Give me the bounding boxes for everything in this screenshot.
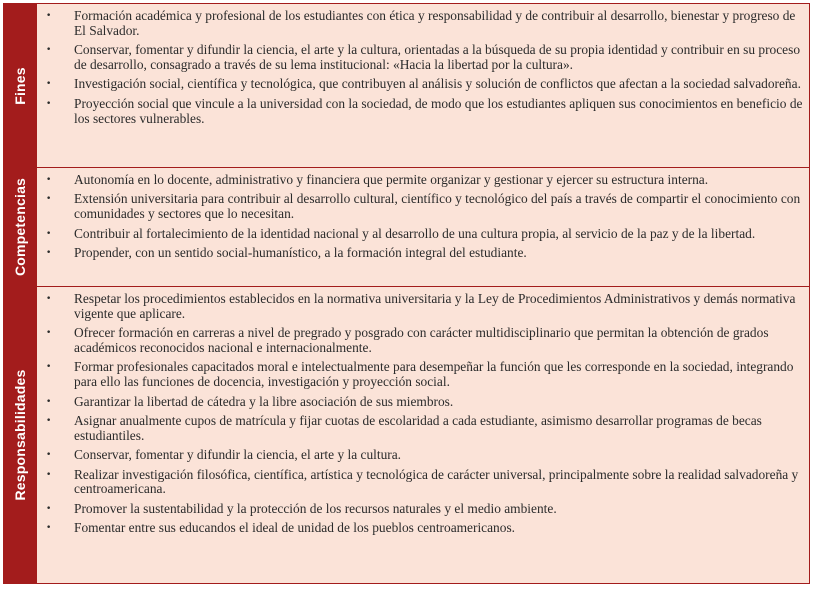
list-item xyxy=(37,448,803,463)
bullet-icon: • xyxy=(46,228,52,239)
item-text: Promover la sustentabilidad y la protección de los recursos naturales y el medio ambiente. xyxy=(74,500,557,516)
section-label-cell xyxy=(4,4,37,168)
bullet-icon: • xyxy=(46,328,52,339)
list-item xyxy=(37,326,803,356)
bullet-icon: • xyxy=(46,469,52,480)
list-item xyxy=(37,43,803,73)
bullet-icon: • xyxy=(46,194,52,205)
item-text: Formar profesionales capacitados moral e intelectualmente para desempeñar la función que les corresponde en la sociedad, integrando para ello las funciones de docencia, investigación y proyección social. xyxy=(74,359,794,390)
item-text: Realizar investigación filosófica, científica, artística y tecnológica de carácter universal, principalmente sobre la realidad salvadoreña y centroamericana. xyxy=(74,466,799,497)
item-text: Ofrecer formación en carreras a nivel de pregrado y posgrado con carácter multidisciplinario que permitan la obtención de grados académicos reconocidos nacional e internacionalmente. xyxy=(74,325,769,355)
list-item xyxy=(37,173,803,188)
item-text: Formación académica y profesional de los estudiantes con ética y responsabilidad y de contribuir al desarrollo, bienestar y progreso de El Salvador. xyxy=(74,8,796,38)
list-item xyxy=(37,414,803,444)
section-label-cell xyxy=(4,168,37,287)
list-item xyxy=(37,521,803,536)
bullet-icon: • xyxy=(46,523,52,534)
bullet-icon: • xyxy=(46,415,52,426)
section-fines xyxy=(4,4,810,168)
item-text: Garantizar la libertad de cátedra y la libre asociación de sus miembros. xyxy=(74,393,454,409)
bullet-icon: • xyxy=(46,294,52,304)
list-item xyxy=(37,360,803,390)
list-item xyxy=(37,502,803,517)
item-text: Extensión universitaria para contribuir al desarrollo cultural, científico y tecnológico del país a través de compartir el conocimiento con comunidades y sectores que lo necesitan. xyxy=(74,191,801,222)
list-item xyxy=(37,292,803,322)
section-label-cell xyxy=(4,287,37,584)
section-body xyxy=(37,287,810,584)
list-item xyxy=(37,9,803,39)
section-label: Fines xyxy=(12,66,28,105)
item-text: Fomentar entre sus educandos el ideal de unidad de los pueblos centroamericanos. xyxy=(74,520,516,536)
bullet-icon: • xyxy=(46,396,52,407)
item-text: Contribuir al fortalecimiento de la identidad nacional y al desarrollo de una cultura propia, al servicio de la paz y de la libertad. xyxy=(74,225,756,241)
item-text: Autonomía en lo docente, administrativo y financiera que permite organizar y gestionar y ejercer su estructura interna. xyxy=(74,172,709,187)
list-item xyxy=(37,192,803,222)
item-text: Respetar los procedimientos establecidos en la normativa universitaria y la Ley de Procedimientos Administrativos y demás normativa vigente que aplicare. xyxy=(74,291,796,321)
item-list xyxy=(37,168,809,267)
list-item xyxy=(37,97,803,127)
item-text: Investigación social, científica y tecnológica, que contribuyen al análisis y solución de conflictos que afectan a la sociedad salvadoreña. xyxy=(74,76,801,92)
item-list xyxy=(37,4,809,132)
item-text: Asignar anualmente cupos de matrícula y fijar cuotas de escolaridad a cada estudiante, asimismo desarrollar programas de becas estudiantiles. xyxy=(74,412,762,443)
bullet-icon: • xyxy=(46,362,52,373)
list-item xyxy=(37,246,803,261)
item-text: Propender, con un sentido social-humanístico, a la formación integral del estudiante. xyxy=(74,244,527,260)
bullet-icon: • xyxy=(46,503,52,514)
section-body xyxy=(37,168,810,287)
item-text: Conservar, fomentar y difundir la ciencia, el arte y la cultura. xyxy=(74,447,402,463)
section-label: Responsabilidades xyxy=(12,369,28,501)
section-responsabilidades xyxy=(4,287,810,584)
item-list xyxy=(37,287,809,542)
item-text: Proyección social que vincule a la universidad con la sociedad, de modo que los estudiantes apliquen sus conocimientos en beneficio de los sectores vulnerables. xyxy=(74,95,803,126)
bullet-icon: • xyxy=(46,247,52,258)
fines-competencias-table xyxy=(3,3,810,584)
bullet-icon: • xyxy=(46,450,52,461)
list-item xyxy=(37,227,803,242)
section-body xyxy=(37,4,810,168)
section-competencias xyxy=(4,168,810,287)
bullet-icon: • xyxy=(46,175,52,185)
list-item xyxy=(37,395,803,410)
bullet-icon: • xyxy=(46,45,52,56)
bullet-icon: • xyxy=(46,79,52,90)
list-item xyxy=(37,77,803,92)
section-label: Competencias xyxy=(12,177,28,277)
bullet-icon: • xyxy=(46,98,52,109)
info-table-wrapper xyxy=(3,3,809,586)
bullet-icon: • xyxy=(46,11,52,21)
item-text: Conservar, fomentar y difundir la ciencia, el arte y la cultura, orientadas a la búsqueda de su propia identidad y contribuir en su proceso de desarrollo, consagrado a través de su lema institucional: «Hacia la libertad por la cultura». xyxy=(74,42,801,72)
list-item xyxy=(37,468,803,498)
